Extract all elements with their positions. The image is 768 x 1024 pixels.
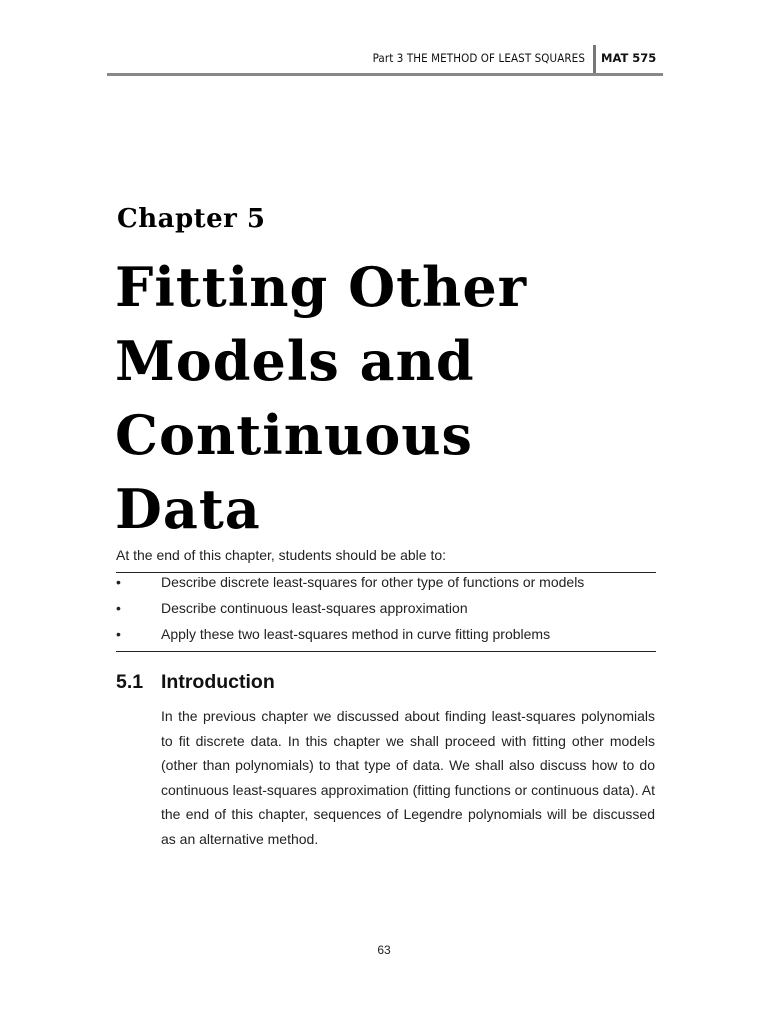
running-header [107,45,663,77]
page-number: 63 [377,943,391,957]
objectives-top-rule [116,572,656,573]
objectives-bottom-rule [116,651,656,652]
header-rule [107,73,663,76]
chapter-title-line: Models and [115,329,475,393]
section-number: 5.1 [116,671,144,693]
objective-text: Describe continuous least-squares approximation [161,600,468,616]
chapter-title-line: Fitting Other [115,255,528,319]
objective-text: Apply these two least-squares method in curve fitting problems [161,626,551,642]
header-course-code: MAT 575 [601,51,657,65]
chapter-label: Chapter 5 [117,204,266,234]
section-title: Introduction [161,671,275,693]
chapter-title-line: Continuous [115,403,473,467]
objective-item [116,626,656,652]
objectives-list [116,574,656,652]
section-heading [116,671,275,694]
objective-item [116,574,656,600]
chapter-title-line: Data [115,477,261,541]
header-separator [593,45,596,75]
objective-text: Describe discrete least-squares for other type of functions or models [161,574,585,590]
objective-item [116,600,656,626]
section-body: In the previous chapter we discussed about finding least-squares polynomials to fit discrete data. In this chapter we shall proceed with fitting other models (other than polynomials) to that type of data. We shall also discuss how to do continuous least-squares approximation (fitting functions or continuous data). At the end of this chapter, sequences of Legendre polynomials will be discussed as an alternative method. [161,708,655,847]
header-part-title: Part 3 THE METHOD OF LEAST SQUARES [372,51,585,65]
objectives-intro: At the end of this chapter, students should be able to: [116,547,447,563]
bullet-icon: • [116,574,121,590]
chapter-title [115,250,527,546]
bullet-icon: • [116,626,121,642]
bullet-icon: • [116,600,121,616]
